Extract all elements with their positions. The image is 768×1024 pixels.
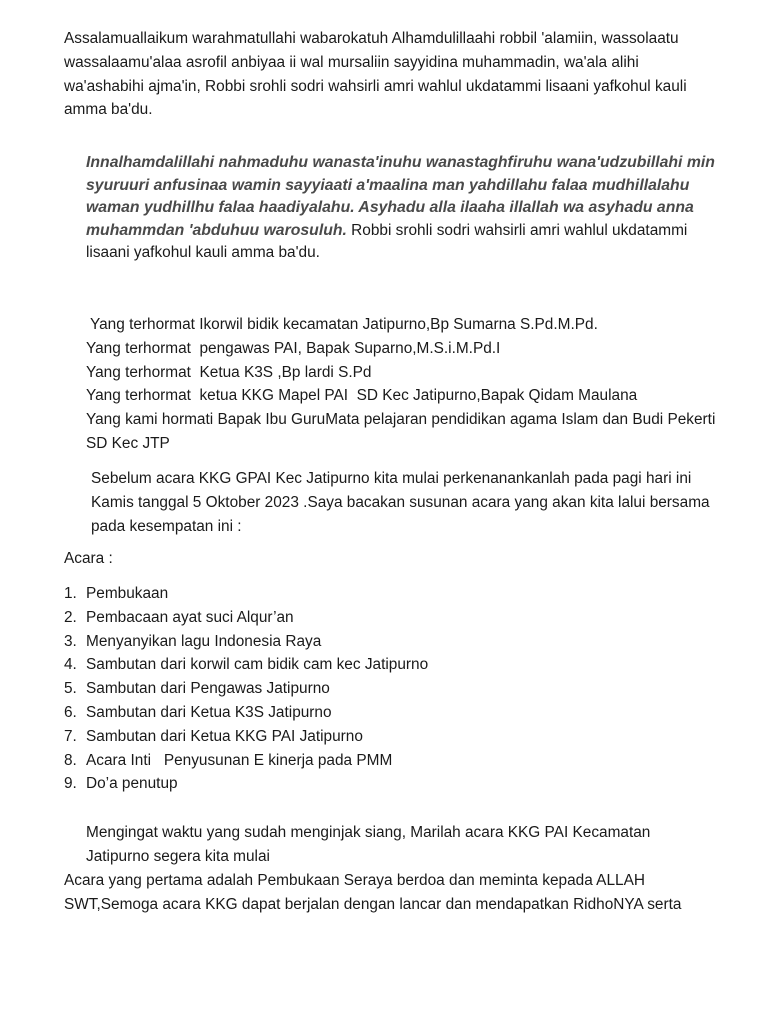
honorific-line: Yang terhormat pengawas PAI, Bapak Suparno,M.S.i.M.Pd.I [86, 339, 501, 357]
list-text: Sambutan dari Ketua KKG PAI Jatipurno [86, 727, 363, 745]
list-item [64, 772, 704, 796]
list-text: Sambutan dari Ketua K3S Jatipurno [86, 703, 332, 721]
intro-paragraph: Sebelum acara KKG GPAI Kec Jatipurno kita mulai perkenanankanlah pada pagi hari ini Kamis tanggal 5 Oktober 2023 .Saya bacakan susunan acara yang akan kita lalui bersama pada kesempatan ini : [91, 470, 710, 535]
list-number: 7. [64, 727, 77, 745]
list-text: Pembukaan [86, 585, 169, 602]
list-number: 8. [64, 751, 77, 769]
list-number: 2. [64, 608, 77, 626]
list-item [64, 749, 704, 773]
list-number: 5. [64, 680, 77, 698]
list-number: 4. [64, 656, 77, 674]
list-text: Acara Inti Penyusunan E kinerja pada PMM [86, 751, 393, 769]
list-text: Pembacaan ayat suci Alqur’an [86, 608, 294, 626]
list-number: 3. [64, 632, 77, 650]
honorific-line: Yang terhormat Ikorwil bidik kecamatan Jatipurno,Bp Sumarna S.Pd.M.Pd. [86, 316, 598, 333]
opening-salutation: Assalamuallaikum warahmatullahi wabarokatuh Alhamdulillaahi robbil 'alamiin, wassolaatu wassalaamu'alaa asrofil anbiyaa ii wal mursaliin sayyidina muhammadin, wa'ala alihi wa'ashabihi ajma'in, Robbi srohli sodri wahsirli amri wahlul ukdatammi lisaani yafkohul kauli amma ba'du. [64, 30, 687, 119]
list-text: Sambutan dari korwil cam bidik cam kec Jatipurno [86, 656, 429, 674]
list-text: Sambutan dari Pengawas Jatipurno [86, 680, 330, 698]
opening-prayer [86, 152, 726, 265]
prayer-bold-italic: Innalhamdalillahi nahmaduhu wanasta'inuhu wanastaghfiruhu wana'udzubillahi min syuruuri anfusinaa wamin sayyiaati a'maalina man yahdillahu falaa mudhillalahu waman yudhillhu falaa haadiyalahu. Asyhadu alla ilaaha illallah wa asyhadu anna muhammdan 'abduhuu warosuluh. [86, 154, 715, 239]
list-number: 9. [64, 775, 77, 793]
list-text: Menyanyikan lagu Indonesia Raya [86, 632, 322, 650]
honorific-line: Yang terhormat Ketua K3S ,Bp lardi S.Pd [86, 363, 372, 381]
list-item [64, 677, 704, 701]
first-agenda-paragraph: Acara yang pertama adalah Pembukaan Seraya berdoa dan meminta kepada ALLAH SWT,Semoga acara KKG dapat berjalan dengan lancar dan mendapatkan RidhoNYA serta [64, 872, 682, 913]
list-item [64, 630, 704, 654]
list-item [64, 701, 704, 725]
list-number: 6. [64, 703, 77, 721]
list-text: Do’a penutup [86, 775, 178, 793]
list-item [64, 582, 704, 606]
honorific-line: Yang kami hormati Bapak Ibu GuruMata pelajaran pendidikan agama Islam dan Budi Pekerti SD Kec JTP [86, 411, 716, 452]
honorifics-list [86, 313, 726, 456]
prayer-normal: Robbi srohli sodri wahsirli amri wahlul ukdatammi lisaani yafkohul kauli amma ba'du. [86, 221, 688, 262]
agenda-list [64, 582, 704, 796]
closing-paragraph: Mengingat waktu yang sudah menginjak siang, Marilah acara KKG PAI Kecamatan Jatipurno segera kita mulai [86, 824, 651, 865]
list-item [64, 606, 704, 630]
honorific-line: Yang terhormat ketua KKG Mapel PAI SD Kec Jatipurno,Bapak Qidam Maulana [86, 387, 638, 405]
list-number: 1. [64, 585, 77, 602]
list-item [64, 725, 704, 749]
list-item [64, 653, 704, 677]
agenda-heading: Acara : [64, 550, 113, 567]
